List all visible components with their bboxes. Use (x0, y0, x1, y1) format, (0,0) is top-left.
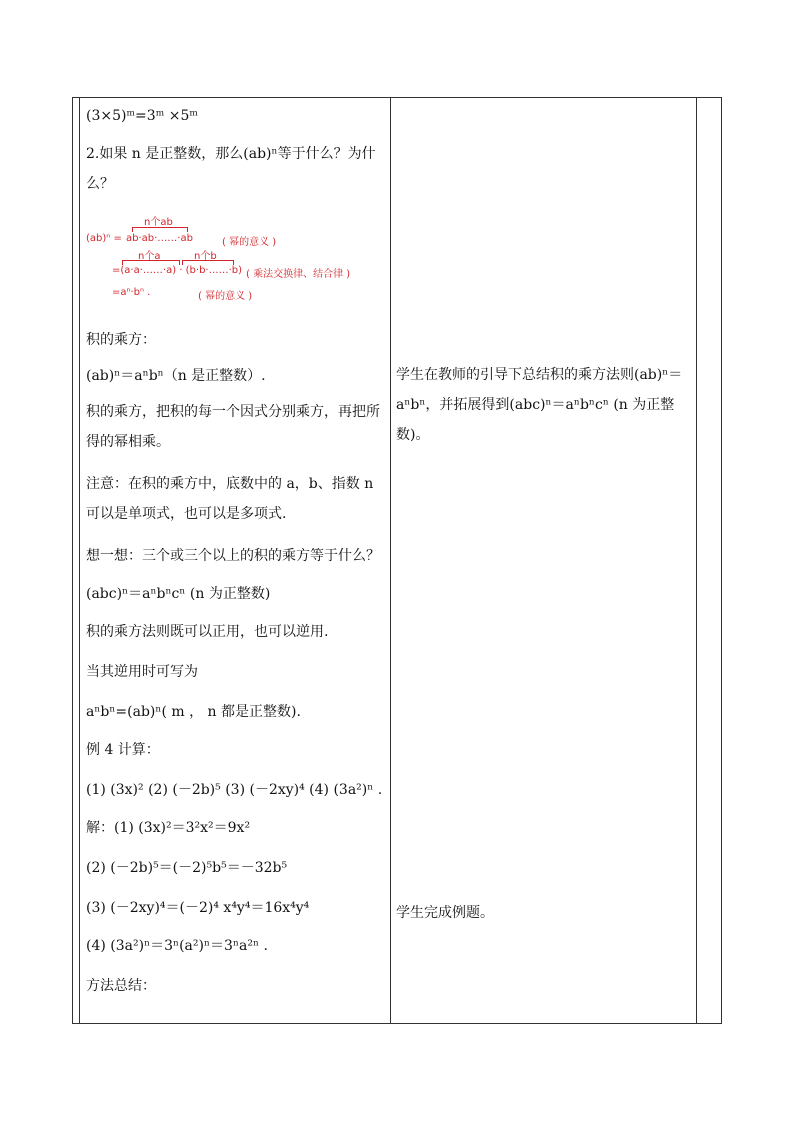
example-4-title: 例 4 计算： (86, 742, 160, 758)
reverse-text: 当其逆用时可写为 (86, 664, 198, 680)
product-power-rule-text: 积的乘方，把积的每一个因式分别乘方，再把所得的幂相乘。 (86, 404, 380, 450)
proof-row3-expr: =aⁿ·bⁿ . (112, 287, 151, 298)
solution-2: (2) (－2b)⁵＝(－2)⁵b⁵＝－32b⁵ (86, 860, 288, 876)
label-n-a: n个a (138, 251, 161, 262)
abc-formula: (abc)ⁿ＝aⁿbⁿcⁿ (n 为正整数) (86, 586, 271, 602)
proof-row2-reason: ( 乘法交换律、结合律 ) (246, 269, 351, 280)
solution-4: (4) (3a²)ⁿ＝3ⁿ(a²)ⁿ＝3ⁿa²ⁿ . (86, 938, 268, 954)
label-n-b: n个b (194, 251, 217, 262)
proof-row2-expr: =(a·a·……·a) · (b·b·……·b) (112, 265, 243, 276)
proof-row1-reason: ( 幂的意义 ) (222, 237, 277, 248)
proof-row3-reason: ( 幂的意义 ) (198, 291, 253, 302)
note-text: 注意：在积的乘方中，底数中的 a，b、指数 n 可以是单项式，也可以是多项式. (86, 476, 374, 522)
example-3x5: (3×5)ᵐ=3ᵐ ×5ᵐ (86, 108, 198, 124)
solution-3: (3) (－2xy)⁴＝(－2)⁴ x⁴y⁴＝16x⁴y⁴ (86, 900, 310, 916)
product-power-rule: (ab)ⁿ＝aⁿbⁿ（n 是正整数）. (86, 368, 266, 384)
example-4-items: (1) (3x)² (2) (－2b)⁵ (3) (－2xy)⁴ (4) (3a²)ⁿ . (86, 782, 383, 798)
student-activity-1: 学生在教师的引导下总结积的乘方法则(ab)ⁿ＝aⁿbⁿ，并拓展得到(abc)ⁿ＝aⁿbⁿcⁿ (n 为正整数)。 (396, 367, 683, 443)
student-activity-2: 学生完成例题。 (396, 905, 494, 921)
table-divider-right (696, 98, 697, 1023)
product-power-title: 积的乘方： (86, 332, 156, 348)
proof-row1-lhs: (ab)ⁿ = (86, 233, 122, 244)
question-2: 2.如果 n 是正整数，那么(ab)ⁿ等于什么？为什么？ (86, 146, 376, 192)
think-question: 想一想：三个或三个以上的积的乘方等于什么？ (86, 548, 380, 564)
method-summary: 方法总结： (86, 978, 156, 994)
reverse-formula: aⁿbⁿ=(ab)ⁿ( m ， n 都是正整数). (86, 704, 301, 720)
proof-row1-expr: ab·ab·……·ab (126, 233, 193, 244)
solution-1: 解：(1) (3x)²＝3²x²＝9x² (86, 820, 251, 836)
brace-ab (132, 227, 188, 232)
proof-block (86, 209, 386, 302)
table-divider-middle (390, 98, 391, 1023)
both-ways-text: 积的乘方法则既可以正用，也可以逆用. (86, 624, 329, 640)
table-divider-left (79, 98, 80, 1023)
label-n-ab: n个ab (144, 217, 173, 228)
